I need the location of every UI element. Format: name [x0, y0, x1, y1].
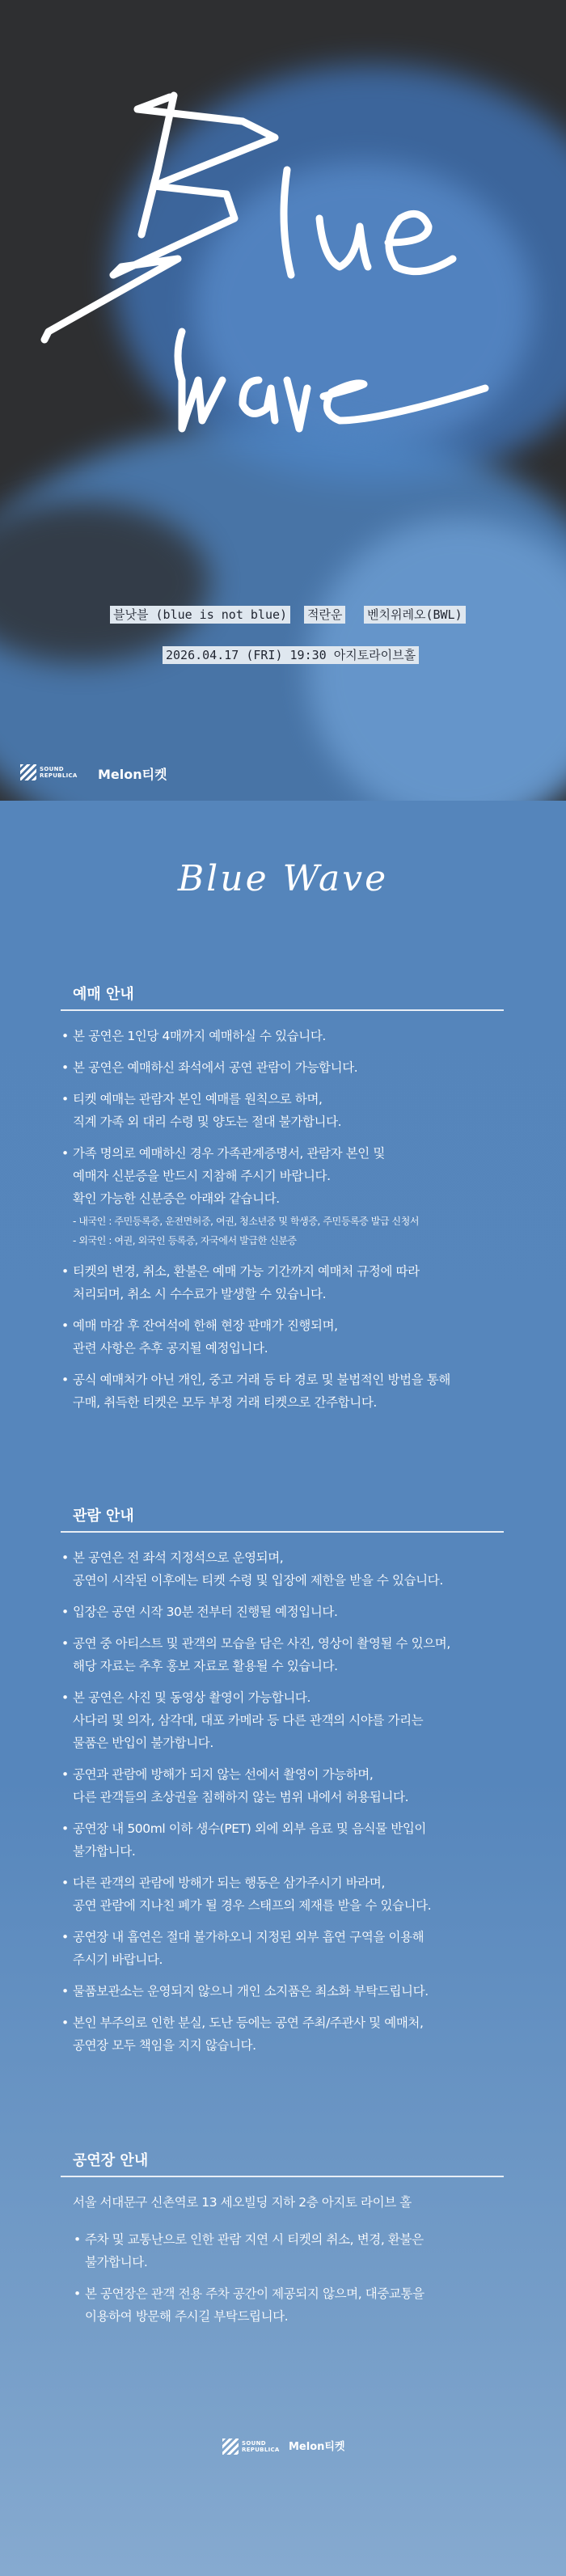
footer-sound-republica-logo: [222, 2439, 280, 2455]
list-item: • 입장은 공연 시작 30분 전부터 진행될 예정입니다.: [61, 1601, 504, 1623]
list-item: • 물품보관소는 운영되지 않으니 개인 소지품은 최소화 부탁드립니다.: [61, 1980, 504, 2003]
logo-text: REPUBLICA: [40, 772, 78, 779]
section-title: 예매 안내: [73, 986, 134, 1003]
list-item: • 티켓 예매는 관람자 본인 예매를 원칙으로 하며, 직계 가족 외 대리 수령 및 양도는 절대 불가합니다.: [61, 1088, 504, 1133]
list-item: • 본인 부주의로 인한 분실, 도난 등에는 공연 주최/주관사 및 예매처, 공연장 모두 책임을 지지 않습니다.: [61, 2011, 504, 2057]
list-item: • 본 공연장은 관객 전용 주차 공간이 제공되지 않으며, 대중교통을 이용하여 방문해 주시길 부탁드립니다.: [61, 2282, 504, 2328]
info-page: [0, 801, 566, 2576]
venue-address: 서울 서대문구 신촌역로 13 세오빌딩 지하 2층 아지토 라이브 홀: [73, 2195, 412, 2210]
section-title: 공연장 안내: [73, 2152, 149, 2169]
list-item: • 티켓의 변경, 취소, 환불은 예매 가능 기간까지 예매처 규정에 따라 처리되며, 취소 시 수수료가 발생할 수 있습니다.: [61, 1260, 504, 1305]
id-note: - 외국인 : 여권, 외국인 등록증, 자국에서 발급한 신분증: [73, 1235, 297, 1246]
sound-republica-logo: [20, 764, 78, 780]
list-item: • 공식 예매처가 아닌 개인, 중고 거래 등 타 경로 및 불법적인 방법을 통해 구매, 취득한 티켓은 모두 부정 거래 티켓으로 간주합니다.: [61, 1368, 504, 1414]
list-item: • 본 공연은 1인당 4매까지 예매하실 수 있습니다.: [61, 1025, 504, 1047]
date-venue-tag: 2026.04.17 (FRI) 19:30 아지토라이브홀: [163, 646, 419, 664]
divider: [61, 1531, 504, 1533]
hero-poster: [0, 0, 566, 801]
list-item: • 예매 마감 후 잔여석에 한해 현장 판매가 진행되며, 관련 사항은 추후 공지될 예정입니다.: [61, 1314, 504, 1360]
hero-title-lettering: [0, 0, 566, 566]
sound-republica-icon: [20, 764, 36, 780]
venue-info-section: [61, 2151, 504, 2337]
sound-republica-icon: [222, 2439, 239, 2455]
divider: [61, 1009, 504, 1011]
blue-wave-logo: Blue Wave: [177, 858, 389, 899]
list-item: • 주차 및 교통난으로 인한 관람 지연 시 티켓의 취소, 변경, 환불은 불가합니다.: [61, 2228, 504, 2274]
list-item: • 공연과 관람에 방해가 되지 않는 선에서 촬영이 가능하며, 다른 관객들의 초상권을 침해하지 않는 범위 내에서 허용됩니다.: [61, 1763, 504, 1808]
artist-tag: 적란운: [304, 606, 345, 624]
footer-melon-ticket-logo: Melon티켓: [289, 2441, 345, 2453]
list-item: • 본 공연은 전 좌석 지정석으로 운영되며, 공연이 시작된 이후에는 티켓 수령 및 입장에 제한을 받을 수 있습니다.: [61, 1546, 504, 1592]
id-note: - 내국인 : 주민등록증, 운전면허증, 여권, 청소년증 및 학생증, 주민등록증 발급 신청서: [73, 1216, 420, 1227]
artist-tag: 벤치위레오(BWL): [364, 606, 466, 624]
list-item: • 본 공연은 예매하신 좌석에서 공연 관람이 가능합니다.: [61, 1056, 504, 1079]
logo-text: SOUND: [242, 2440, 266, 2447]
artist-tag: 블낫블 (blue is not blue): [110, 606, 290, 624]
booking-info-section: [61, 985, 504, 1423]
logo-text: SOUND: [40, 766, 64, 772]
section-title: 관람 안내: [73, 1508, 134, 1525]
list-item: • 본 공연은 사진 및 동영상 촬영이 가능합니다. 사다리 및 의자, 삼각대, 대포 카메라 등 다른 관객의 시야를 가리는 물품은 반입이 불가합니다.: [61, 1686, 504, 1754]
logo-text: REPUBLICA: [242, 2447, 280, 2453]
list-item: • 가족 명의로 예매하신 경우 가족관계증명서, 관람자 본인 및 예매자 신분증을 반드시 지참해 주시기 바랍니다. 확인 가능한 신분증은 아래와 같습니다.: [61, 1142, 504, 1210]
list-item: • 공연장 내 500ml 이하 생수(PET) 외에 외부 음료 및 음식물 반입이 불가합니다.: [61, 1817, 504, 1863]
divider: [61, 2176, 504, 2177]
list-item: • 다른 관객의 관람에 방해가 되는 행동은 삼가주시기 바라며, 공연 관람에 지나친 폐가 될 경우 스태프의 제재를 받을 수 있습니다.: [61, 1872, 504, 1917]
melon-ticket-logo: Melon티켓: [98, 767, 167, 782]
viewing-info-section: [61, 1507, 504, 2066]
list-item: • 공연 중 아티스트 및 관객의 모습을 담은 사진, 영상이 촬영될 수 있으며, 해당 자료는 추후 홍보 자료로 활용될 수 있습니다.: [61, 1632, 504, 1677]
list-item: • 공연장 내 흡연은 절대 불가하오니 지정된 외부 흡연 구역을 이용해 주시기 바랍니다.: [61, 1926, 504, 1971]
